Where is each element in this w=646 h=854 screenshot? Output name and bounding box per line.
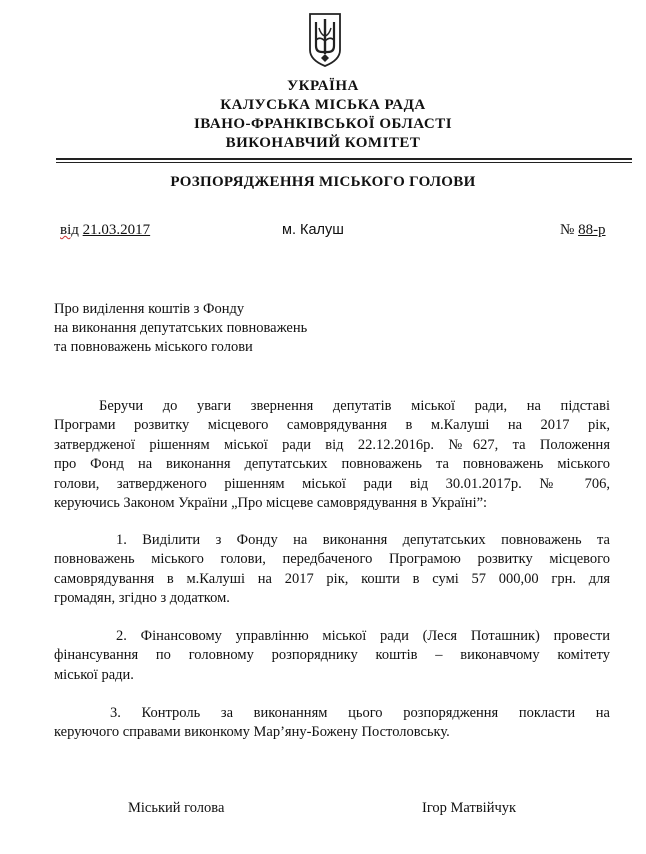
subject-line: Про виділення коштів з Фонду <box>54 301 245 317</box>
header-region: ІВАНО-ФРАНКІВСЬКОЇ ОБЛАСТІ <box>193 116 453 132</box>
item-1-paragraph: 1. Виділити з Фонду на виконання депутатських повноважень та повноважень міського голови, передбаченого Програмою розвитку місцевого самоврядування в м.Калуші на 2017 рік, кошти в сумі 57 000,00 грн. для громадян, згідно з додатком. <box>54 532 610 607</box>
header-divider <box>56 158 632 160</box>
signature-position: Міський голова <box>128 800 225 816</box>
header-divider-thin <box>56 162 632 163</box>
item-3-paragraph: 3. Контроль за виконанням цього розпорядження покласти на керуючого справами виконкому Мар’яну-Божену Постоловську. <box>54 705 610 741</box>
tryzub-icon <box>307 10 343 68</box>
item-2-paragraph: 2. Фінансовому управлінню міської ради (Леся Поташник) провести фінансування по головному розпоряднику коштів – виконавчому комітету міської ради. <box>54 628 610 683</box>
subject-block <box>54 300 307 357</box>
subject-line: та повноважень міського голови <box>54 339 253 355</box>
subject-line: на виконання депутатських повноважень <box>54 320 308 336</box>
header-committee: ВИКОНАВЧИЙ КОМІТЕТ <box>225 135 421 151</box>
document-number: № 88-р <box>560 222 606 238</box>
signature-name: Ігор Матвійчук <box>422 800 517 816</box>
header-council: КАЛУСЬКА МІСЬКА РАДА <box>220 97 426 113</box>
document-date: від 21.03.2017 <box>60 222 151 238</box>
preamble-paragraph: Беручи до уваги звернення депутатів міської ради, на підставі Програми розвитку місцевого самоврядування в м.Калуші на 2017 рік, затвердженої рішенням міської ради від 22.12.2016р. №627, та Положення про Фонд на виконання депутатських повноважень та повноважень міського голови, затвердженого рішенням міської ради від 30.01.2017р. № 706, керуючись Законом України „Про місцеве самоврядування в Україні”: <box>54 398 610 512</box>
header-country: УКРАЇНА <box>287 78 359 94</box>
document-title: РОЗПОРЯДЖЕННЯ МІСЬКОГО ГОЛОВИ <box>170 174 476 190</box>
document-city: м. Калуш <box>282 222 344 238</box>
